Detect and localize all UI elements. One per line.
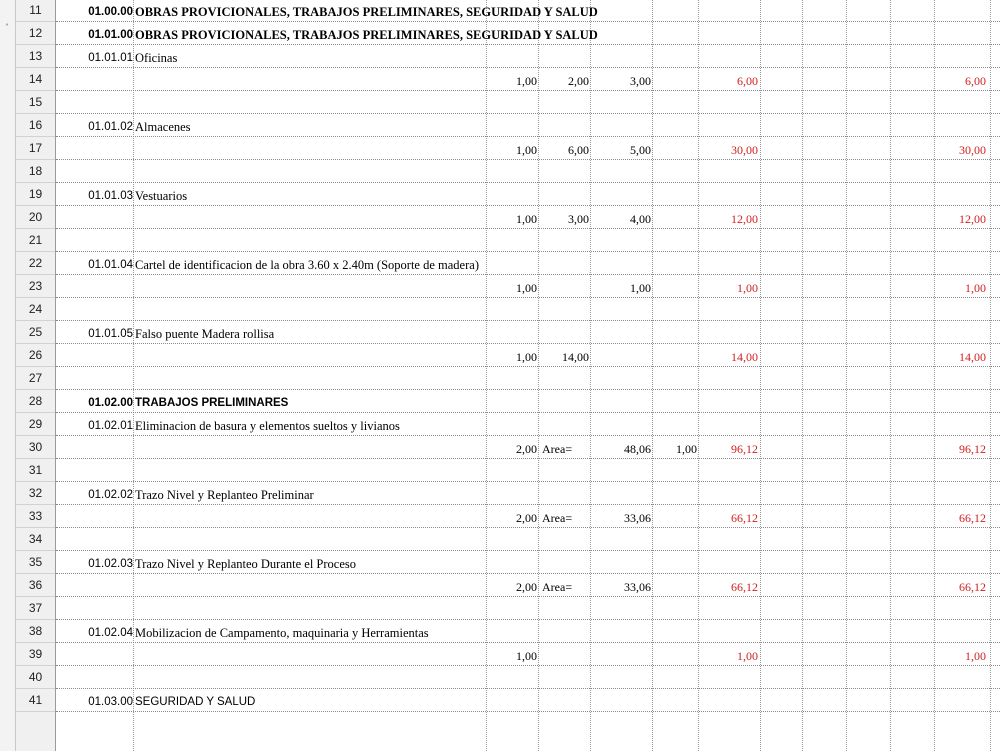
item-code-cell[interactable]: 01.02.04 [88, 627, 133, 639]
item-code-cell[interactable]: 01.02.00 [88, 397, 133, 409]
height-cell[interactable]: 1,00 [676, 442, 697, 456]
total-cell[interactable]: 30,00 [959, 143, 986, 157]
partial-cell[interactable]: 66,12 [731, 580, 758, 594]
total-cell[interactable]: 1,00 [965, 649, 986, 663]
item-code-cell[interactable]: 01.02.01 [88, 420, 133, 432]
quantity-cell[interactable]: 1,00 [516, 74, 537, 88]
length-cell[interactable]: 6,00 [568, 143, 589, 157]
table-row [56, 0, 1000, 22]
total-cell[interactable]: 14,00 [959, 350, 986, 364]
length-cell[interactable]: 2,00 [568, 74, 589, 88]
description-cell[interactable]: Vestuarios [135, 189, 188, 203]
quantity-cell[interactable]: 1,00 [516, 350, 537, 364]
row-number[interactable]: 19 [16, 183, 55, 206]
table-row [56, 45, 1000, 68]
quantity-cell[interactable]: 1,00 [516, 143, 537, 157]
row-number[interactable]: 18 [16, 160, 55, 183]
table-row [56, 459, 1000, 482]
row-number[interactable]: 23 [16, 275, 55, 298]
table-row [56, 597, 1000, 620]
item-code-cell[interactable]: 01.02.03 [88, 558, 133, 570]
table-row [56, 114, 1000, 137]
row-number[interactable]: 40 [16, 666, 55, 689]
row-number[interactable]: 27 [16, 367, 55, 390]
table-row [56, 229, 1000, 252]
row-number[interactable]: 34 [16, 528, 55, 551]
description-cell[interactable]: Almacenes [135, 120, 191, 134]
description-cell[interactable]: Trazo Nivel y Replanteo Durante el Proceso [135, 557, 357, 571]
row-number[interactable]: 16 [16, 114, 55, 137]
row-number[interactable]: 12 [16, 22, 55, 45]
table-row [56, 574, 1000, 597]
table-row [56, 344, 1000, 367]
width-cell[interactable]: 33,06 [624, 580, 651, 594]
table-row [56, 390, 1000, 413]
width-cell[interactable]: 1,00 [630, 281, 651, 295]
row-number[interactable]: 15 [16, 91, 55, 114]
item-code-cell[interactable]: 01.01.03 [88, 190, 133, 202]
table-row [56, 298, 1000, 321]
row-number[interactable]: 22 [16, 252, 55, 275]
table-row [56, 551, 1000, 574]
total-cell[interactable]: 66,12 [959, 511, 986, 525]
table-row [56, 206, 1000, 229]
item-code-cell[interactable]: 01.01.01 [88, 52, 133, 64]
table-row [56, 275, 1000, 298]
row-number[interactable]: 35 [16, 551, 55, 574]
description-cell[interactable]: Cartel de identificacion de la obra 3.60 x 2.40m (Soporte de madera) [135, 258, 479, 272]
total-cell[interactable]: 66,12 [959, 580, 986, 594]
quantity-cell[interactable]: 1,00 [516, 212, 537, 226]
item-code-cell[interactable]: 01.01.05 [88, 328, 133, 340]
quantity-cell[interactable]: 1,00 [516, 281, 537, 295]
table-row [56, 183, 1000, 206]
table-row [56, 689, 1000, 712]
partial-cell[interactable]: 30,00 [731, 143, 758, 157]
item-code-cell[interactable]: 01.01.02 [88, 121, 133, 133]
width-cell[interactable]: 5,00 [630, 143, 651, 157]
row-number[interactable]: 30 [16, 436, 55, 459]
description-cell[interactable]: Trazo Nivel y Replanteo Preliminar [135, 488, 314, 502]
description-cell[interactable]: Falso puente Madera rollisa [135, 327, 275, 341]
partial-cell[interactable]: 12,00 [731, 212, 758, 226]
partial-cell[interactable]: 96,12 [731, 442, 758, 456]
item-code-cell[interactable]: 01.00.00 [88, 6, 133, 18]
row-number[interactable]: 28 [16, 390, 55, 413]
table-row [56, 666, 1000, 689]
vertical-scrollbar[interactable] [0, 0, 16, 751]
total-cell[interactable]: 1,00 [965, 281, 986, 295]
row-number[interactable]: 41 [16, 689, 55, 712]
description-cell[interactable]: OBRAS PROVICIONALES, TRABAJOS PRELIMINARES, SEGURIDAD Y SALUD [135, 5, 598, 19]
width-cell[interactable]: 3,00 [630, 74, 651, 88]
row-number[interactable]: 17 [16, 137, 55, 160]
table-row [56, 137, 1000, 160]
scroll-up-arrow-icon[interactable]: ˄ [5, 23, 9, 32]
width-cell[interactable]: 4,00 [630, 212, 651, 226]
row-number[interactable]: 20 [16, 206, 55, 229]
table-row [56, 160, 1000, 183]
row-number[interactable]: 21 [16, 229, 55, 252]
table-row [56, 528, 1000, 551]
table-row [56, 505, 1000, 528]
description-cell[interactable]: Mobilizacion de Campamento, maquinaria y Herramientas [135, 626, 429, 640]
table-row [56, 367, 1000, 390]
row-number[interactable]: 33 [16, 505, 55, 528]
spreadsheet-grid[interactable] [56, 0, 1000, 751]
table-row [56, 321, 1000, 344]
item-code-cell[interactable]: 01.01.00 [88, 29, 133, 41]
table-row [56, 68, 1000, 91]
description-cell[interactable]: TRABAJOS PRELIMINARES [135, 397, 289, 409]
total-cell[interactable]: 6,00 [965, 74, 986, 88]
row-number[interactable]: 37 [16, 597, 55, 620]
table-row [56, 620, 1000, 643]
row-number[interactable]: 31 [16, 459, 55, 482]
row-number[interactable]: 14 [16, 68, 55, 91]
description-cell[interactable]: Oficinas [135, 51, 178, 65]
row-number[interactable]: 36 [16, 574, 55, 597]
quantity-cell[interactable]: 1,00 [516, 649, 537, 663]
row-number[interactable]: 39 [16, 643, 55, 666]
row-number[interactable]: 24 [16, 298, 55, 321]
label-cell[interactable]: Area= [542, 511, 573, 525]
total-cell[interactable]: 96,12 [959, 442, 986, 456]
partial-cell[interactable]: 6,00 [737, 74, 758, 88]
description-cell[interactable]: Eliminacion de basura y elementos sueltos y livianos [135, 419, 400, 433]
table-row [56, 252, 1000, 275]
description-cell[interactable]: OBRAS PROVICIONALES, TRABAJOS PRELIMINARES, SEGURIDAD Y SALUD [135, 28, 598, 42]
table-row [56, 413, 1000, 436]
length-cell[interactable]: 14,00 [562, 350, 589, 364]
label-cell[interactable]: Area= [542, 442, 573, 456]
description-cell[interactable]: SEGURIDAD Y SALUD [135, 696, 256, 708]
row-number[interactable]: 38 [16, 620, 55, 643]
total-cell[interactable]: 12,00 [959, 212, 986, 226]
row-number[interactable]: 26 [16, 344, 55, 367]
label-cell[interactable]: Area= [542, 580, 573, 594]
quantity-cell[interactable]: 2,00 [516, 442, 537, 456]
quantity-cell[interactable]: 2,00 [516, 511, 537, 525]
width-cell[interactable]: 33,06 [624, 511, 651, 525]
table-row [56, 91, 1000, 114]
item-code-cell[interactable]: 01.02.02 [88, 489, 133, 501]
item-code-cell[interactable]: 01.03.00 [88, 696, 133, 708]
length-cell[interactable]: 3,00 [568, 212, 589, 226]
row-number[interactable]: 29 [16, 413, 55, 436]
row-header-column [16, 0, 56, 751]
partial-cell[interactable]: 1,00 [737, 649, 758, 663]
row-number[interactable]: 25 [16, 321, 55, 344]
table-row [56, 482, 1000, 505]
quantity-cell[interactable]: 2,00 [516, 580, 537, 594]
partial-cell[interactable]: 66,12 [731, 511, 758, 525]
row-number[interactable]: 13 [16, 45, 55, 68]
partial-cell[interactable]: 14,00 [731, 350, 758, 364]
table-row [56, 22, 1000, 45]
partial-cell[interactable]: 1,00 [737, 281, 758, 295]
row-number[interactable]: 32 [16, 482, 55, 505]
item-code-cell[interactable]: 01.01.04 [88, 259, 133, 271]
row-number[interactable]: 11 [16, 0, 55, 22]
table-row [56, 436, 1000, 459]
width-cell[interactable]: 48,06 [624, 442, 651, 456]
table-row [56, 643, 1000, 666]
